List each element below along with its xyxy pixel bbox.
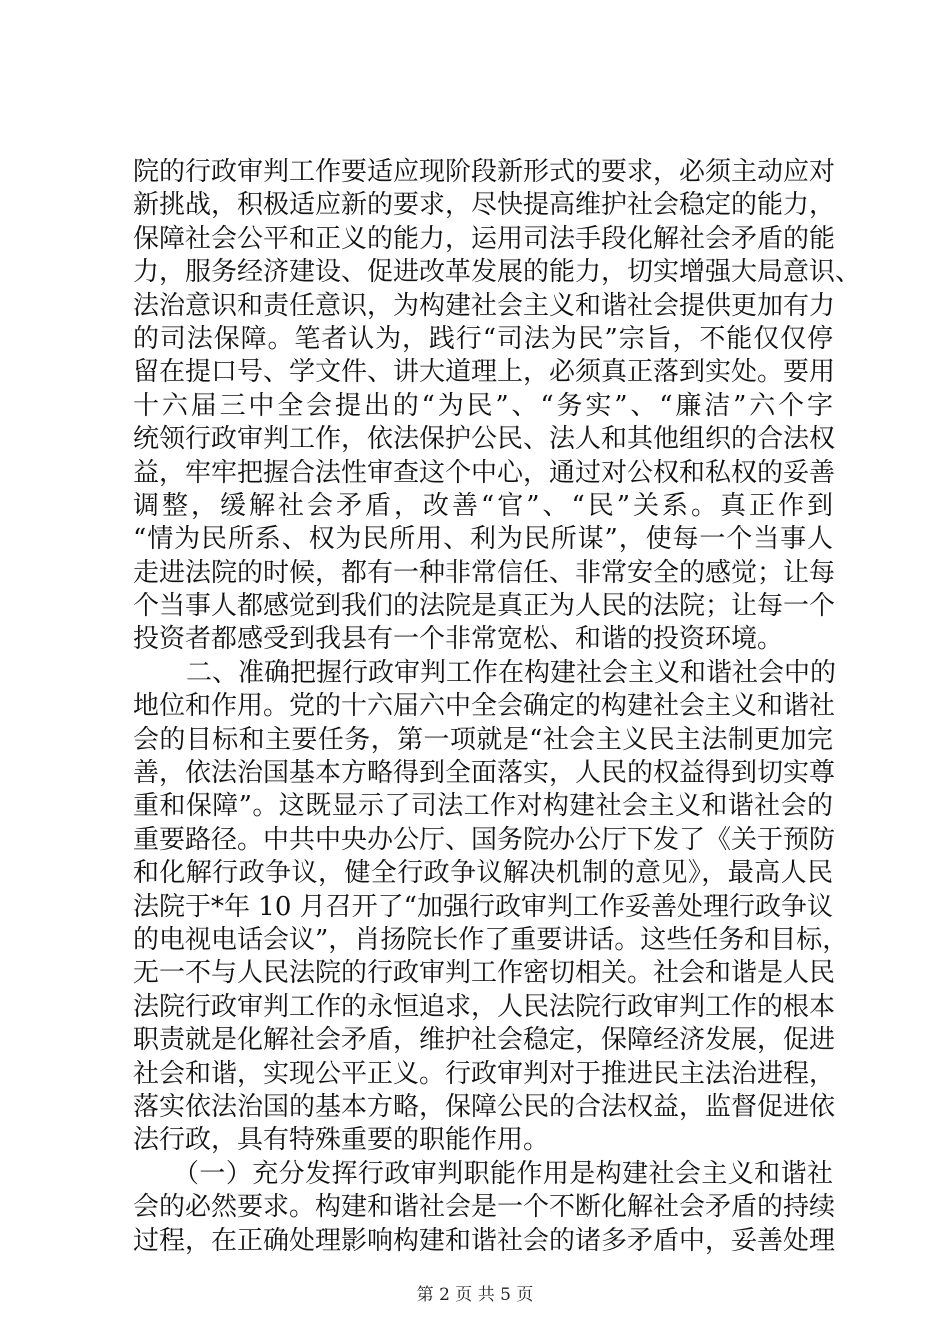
text-line: 重和保障”。这既显示了司法工作对构建社会主义和谐社会的 bbox=[133, 791, 833, 822]
text-line: 调整，缓解社会矛盾，改善“官”、“民”关系。真正作到 bbox=[133, 490, 833, 521]
text-line: 落实依法治国的基本方略，保障公民的合法权益，监督促进依 bbox=[133, 1091, 836, 1122]
text-line: 投资者都感受到我县有一个非常宽松、和谐的投资环境。 bbox=[133, 624, 784, 655]
text-line: 法院行政审判工作的永恒追求，人民法院行政审判工作的根本 bbox=[133, 991, 836, 1022]
text-line: 院的行政审判工作要适应现阶段新形式的要求，必须主动应对 bbox=[133, 157, 836, 187]
text-line: “情为民所系、权为民所用、利为民所谋”，使每一个当事人 bbox=[133, 524, 833, 555]
text-line: 法治意识和责任意识，为构建社会主义和谐社会提供更加有力 bbox=[133, 290, 836, 321]
text-line: （一）充分发挥行政审判职能作用是构建社会主义和谐社 bbox=[173, 1158, 833, 1189]
text-line: 留在提口号、学文件、讲大道理上，必须真正落到实处。要用 bbox=[133, 357, 836, 388]
text-line: 十六届三中全会提出的“为民”、“务实”、“廉洁”六个字 bbox=[133, 390, 833, 421]
text-line: 新挑战，积极适应新的要求，尽快提高维护社会稳定的能力， bbox=[133, 190, 836, 221]
text-line: 走进法院的时候，都有一种非常信任、非常安全的感觉；让每 bbox=[133, 557, 836, 588]
text-line: 会的目标和主要任务，第一项就是“社会主义民主法制更加完 bbox=[133, 724, 833, 755]
text-line: 益，牢牢把握合法性审查这个中心，通过对公权和私权的妥善 bbox=[133, 457, 836, 488]
text-line: 二、准确把握行政审判工作在构建社会主义和谐社会中的 bbox=[186, 657, 837, 688]
text-line: 的司法保障。笔者认为，践行“司法为民”宗旨，不能仅仅停 bbox=[133, 323, 833, 354]
text-line: 职责就是化解社会矛盾，维护社会稳定，保障经济发展，促进 bbox=[133, 1025, 836, 1056]
text-line: 个当事人都感觉到我们的法院是真正为人民的法院；让每一个 bbox=[133, 591, 836, 622]
text-line: 地位和作用。党的十六届六中全会确定的构建社会主义和谐社 bbox=[133, 691, 836, 722]
text-line: 善，依法治国基本方略得到全面落实，人民的权益得到切实尊 bbox=[133, 758, 836, 789]
text-line: 过程，在正确处理影响构建和谐社会的诸多矛盾中，妥善处理 bbox=[133, 1225, 836, 1256]
page-number-footer: 第 2 页 共 5 页 bbox=[416, 1285, 534, 1305]
text-line: 重要路径。中共中央办公厅、国务院办公厅下发了《关于预防 bbox=[133, 824, 836, 855]
text-line: 社会和谐，实现公平正义。行政审判对于推进民主法治进程， bbox=[133, 1058, 836, 1089]
text-line: 法行政，具有特殊重要的职能作用。 bbox=[133, 1125, 550, 1156]
paragraph bbox=[133, 657, 849, 1158]
text-line: 无一不与人民法院的行政审判工作密切相关。社会和谐是人民 bbox=[133, 958, 836, 989]
paragraph bbox=[133, 1158, 836, 1258]
text-line: 会的必然要求。构建和谐社会是一个不断化解社会矛盾的持续 bbox=[133, 1192, 836, 1223]
text-line: 法院于*年 10 月召开了“加强行政审判工作妥善处理行政争议 bbox=[133, 891, 833, 922]
text-line: 和化解行政争议，健全行政争议解决机制的意见》，最高人民 bbox=[133, 858, 833, 889]
paragraph bbox=[133, 156, 862, 657]
text-line: 保障社会公平和正义的能力，运用司法手段化解社会矛盾的能 bbox=[133, 223, 836, 254]
text-line: 统领行政审判工作，依法保护公民、法人和其他组织的合法权 bbox=[133, 424, 836, 455]
document-body bbox=[133, 156, 862, 1258]
text-line: 的电视电话会议”，肖扬院长作了重要讲话。这些任务和目标， bbox=[133, 924, 849, 955]
text-line: 力，服务经济建设、促进改革发展的能力，切实增强大局意识、 bbox=[133, 257, 862, 288]
